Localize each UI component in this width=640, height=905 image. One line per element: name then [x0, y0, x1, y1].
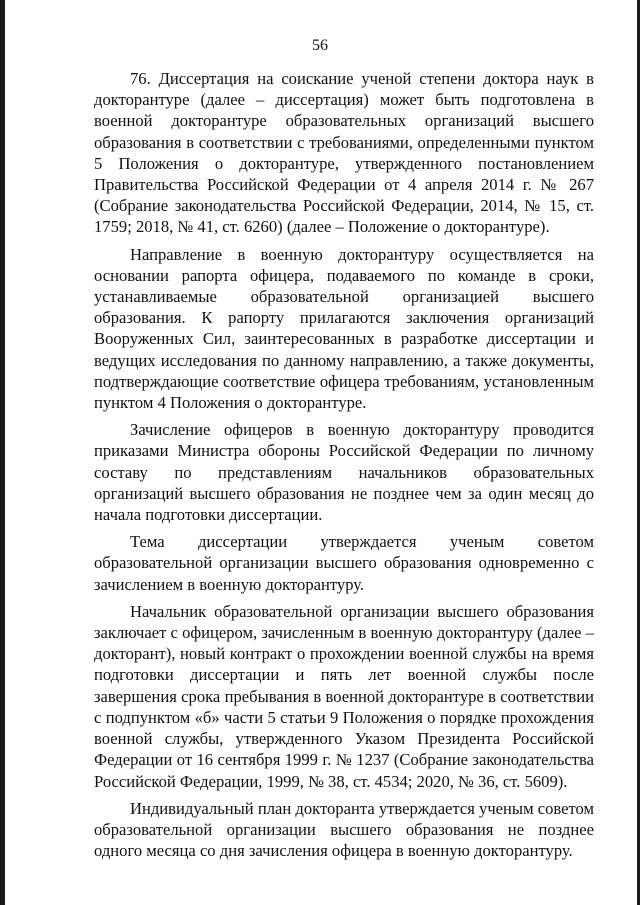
paragraph-referral: Направление в военную докторантуру осуществляется на основании рапорта офицера, подаваемого по команде в сроки, устанавливаемые образовательной организацией высшего образования. К рапорту прилагаются заключения организаций Вооруженных Сил, заинтересованных в разработке диссертации и ведущих исследования по данному направлению, а также документы, подтверждающие соответствие офицера требованиям, установленным пунктом 4 Положения о докторантуре.	[94, 244, 594, 413]
paragraph-enrollment: Зачисление офицеров в военную докторантуру проводится приказами Министра обороны Российской Федерации по личному составу по представлениям начальников образовательных организаций высшего образования не позднее чем за один месяц до начала подготовки диссертации.	[94, 420, 594, 525]
paragraph-contract: Начальник образовательной организации высшего образования заключает с офицером, зачисленным в военную докторантуру (далее – докторант), новый контракт о прохождении военной службы на время подготовки диссертации и пять лет военной службы после завершения срока пребывания в военной докторантуре в соответствии с подпунктом «б» части 5 статьи 9 Положения о порядке прохождения военной службы, утвержденного Указом Президента Российской Федерации от 16 сентября 1999 г. № 1237 (Собрание законодательства Российской Федерации, 1999, № 38, ст. 4534; 2020, № 36, ст. 5609).	[94, 601, 594, 791]
paragraph-individual-plan: Индивидуальный план докторанта утверждается ученым советом образовательной организации высшего образования не позднее одного месяца со дня зачисления офицера в военную докторантуру.	[94, 798, 594, 861]
scan-edge-left	[0, 0, 5, 905]
paragraph-topic-approval: Тема диссертации утверждается ученым советом образовательной организации высшего образования одновременно с зачислением в военную докторантуру.	[94, 532, 594, 594]
document-body	[94, 68, 594, 867]
paragraph-76-dissertation: 76. Диссертация на соискание ученой степени доктора наук в докторантуре (далее – диссертация) может быть подготовлена в военной докторантуре образовательных организаций высшего образования в соответствии с требованиями, определенными пунктом 5 Положения о докторантуре, утвержденного постановлением Правительства Российской Федерации от 4 апреля 2014 г. № 267 (Собрание законодательства Российской Федерации, 2014, № 15, ст. 1759; 2018, № 41, ст. 6260) (далее – Положение о докторантуре).	[94, 69, 594, 237]
page-number: 56	[312, 37, 328, 54]
